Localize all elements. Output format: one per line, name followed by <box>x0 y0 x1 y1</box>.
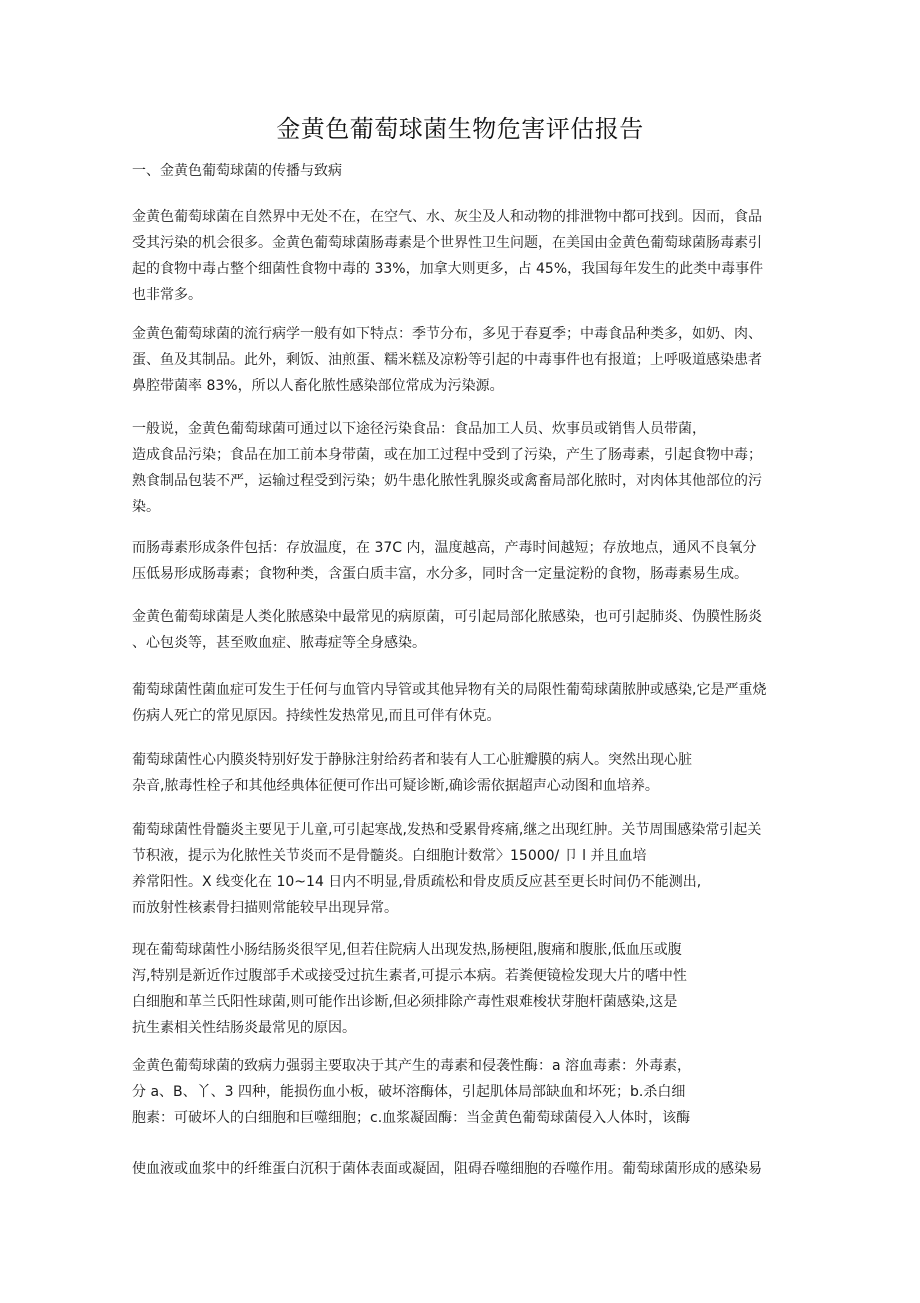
paragraph-line: 金黄色葡萄球菌在自然界中无处不在，在空气、水、灰尘及人和动物的排泄物中都可找到。因而，食品 <box>132 209 762 225</box>
paragraph-7 <box>132 747 692 799</box>
paragraph-line: 现在葡萄球菌性小肠结肠炎很罕见,但若住院病人出现发热,肠梗阻,腹痛和腹胀,低血压或腹 <box>132 942 682 958</box>
paragraph-line: 熟食制品包装不严，运输过程受到污染；奶牛患化脓性乳腺炎或禽畜局部化脓时，对肉体其他部位的污 <box>132 473 762 489</box>
paragraph-line: 胞素：可破坏人的白细胞和巨噬细胞；c.血浆凝固酶：当金黄色葡萄球菌侵入人体时，该酶 <box>132 1110 691 1126</box>
paragraph-11 <box>132 1156 762 1182</box>
paragraph-line: 一般说，金黄色葡萄球菌可通过以下途径污染食品：食品加工人员、炊事员或销售人员带菌， <box>132 421 706 437</box>
paragraph-line: 蛋、鱼及其制品。此外，剩饭、油煎蛋、糯米糕及凉粉等引起的中毒事件也有报道；上呼吸道感染患者 <box>132 352 762 368</box>
paragraph-line: 染。 <box>132 499 160 515</box>
paragraph-line: 而放射性核素骨扫描则常能较早出现异常。 <box>132 900 398 916</box>
paragraph-line: 白细胞和革兰氏阳性球菌,则可能作出诊断,但必须排除产毒性艰难梭状芽胞杆菌感染,这是 <box>132 994 678 1010</box>
paragraph-8 <box>132 817 761 921</box>
paragraph-line: 起的食物中毒占整个细菌性食物中毒的 33%，加拿大则更多，占 45%，我国每年发生的此类中毒事件 <box>132 261 764 277</box>
paragraph-line: 鼻腔带菌率 83%，所以人畜化脓性感染部位常成为污染源。 <box>132 378 504 394</box>
paragraph-line: 杂音,脓毒性栓子和其他经典体征便可作出可疑诊断,确诊需依据超声心动图和血培养。 <box>132 778 659 794</box>
paragraph-line: 也非常多。 <box>132 287 202 303</box>
paragraph-9 <box>132 937 687 1041</box>
paragraph-line: 金黄色葡萄球菌的致病力强弱主要取决于其产生的毒素和侵袭性酶：a 溶血毒素：外毒素， <box>132 1058 692 1074</box>
paragraph-line: 金黄色葡萄球菌是人类化脓感染中最常见的病原菌，可引起局部化脓感染，也可引起肺炎、伪膜性肠炎 <box>132 609 762 625</box>
paragraph-10 <box>132 1053 691 1131</box>
paragraph-line: 节积液，提示为化脓性关节炎而不是骨髓炎。白细胞计数常〉15000/ 卩 l 并且血培 <box>132 848 647 864</box>
paragraph-2 <box>132 321 762 399</box>
paragraph-6 <box>132 677 766 729</box>
paragraph-line: 金黄色葡萄球菌的流行病学一般有如下特点：季节分布，多见于春夏季；中毒食品种类多，如奶、肉、 <box>132 326 762 342</box>
paragraph-line: 压低易形成肠毒素；食物种类，含蛋白质丰富，水分多，同时含一定量淀粉的食物，肠毒素易生成。 <box>132 566 748 582</box>
paragraph-5 <box>132 604 762 656</box>
paragraph-line: 葡萄球菌性菌血症可发生于任何与血管内导管或其他异物有关的局限性葡萄球菌脓肿或感染,它是严重烧 <box>132 682 767 698</box>
paragraph-line: 养常阳性。X 线变化在 10~14 日内不明显,骨质疏松和骨皮质反应甚至更长时间仍不能测出, <box>132 874 702 890</box>
paragraph-4 <box>132 535 757 587</box>
paragraph-line: 泻,特别是新近作过腹部手术或接受过抗生素者,可提示本病。若粪便镜检发现大片的嗜中性 <box>132 968 687 984</box>
document-title: 金黄色葡萄球菌生物危害评估报告 <box>276 115 644 143</box>
paragraph-line: 、心包炎等，甚至败血症、脓毒症等全身感染。 <box>132 635 426 651</box>
paragraph-1 <box>132 204 763 308</box>
paragraph-line: 抗生素相关性结肠炎最常见的原因。 <box>132 1020 356 1036</box>
paragraph-line: 受其污染的机会很多。金黄色葡萄球菌肠毒素是个世界性卫生问题，在美国由金黄色葡萄球菌肠毒素引 <box>132 235 762 251</box>
paragraph-line: 葡萄球菌性心内膜炎特别好发于静脉注射给药者和装有人工心脏瓣膜的病人。突然出现心脏 <box>132 752 692 768</box>
paragraph-line: 葡萄球菌性骨髓炎主要见于儿童,可引起寒战,发热和受累骨疼痛,继之出现红肿。关节周围感染常引起关 <box>132 822 762 838</box>
paragraph-line: 造成食品污染；食品在加工前本身带菌，或在加工过程中受到了污染，产生了肠毒素，引起食物中毒； <box>132 447 762 463</box>
paragraph-line: 使血液或血浆中的纤维蛋白沉积于菌体表面或凝固，阻碍吞噬细胞的吞噬作用。葡萄球菌形成的感染易 <box>132 1161 762 1177</box>
section-heading: 一、金黄色葡萄球菌的传播与致病 <box>132 163 342 179</box>
paragraph-line: 分 a、B、丫、3 四种，能损伤血小板，破坏溶酶体，引起肌体局部缺血和坏死；b.杀白细 <box>132 1084 686 1100</box>
paragraph-line: 而肠毒素形成条件包括：存放温度，在 37C 内，温度越高，产毒时间越短；存放地点，通风不良氧分 <box>132 540 757 556</box>
paragraph-3 <box>132 416 762 520</box>
paragraph-line: 伤病人死亡的常见原因。持续性发热常见,而且可伴有休克。 <box>132 708 501 724</box>
